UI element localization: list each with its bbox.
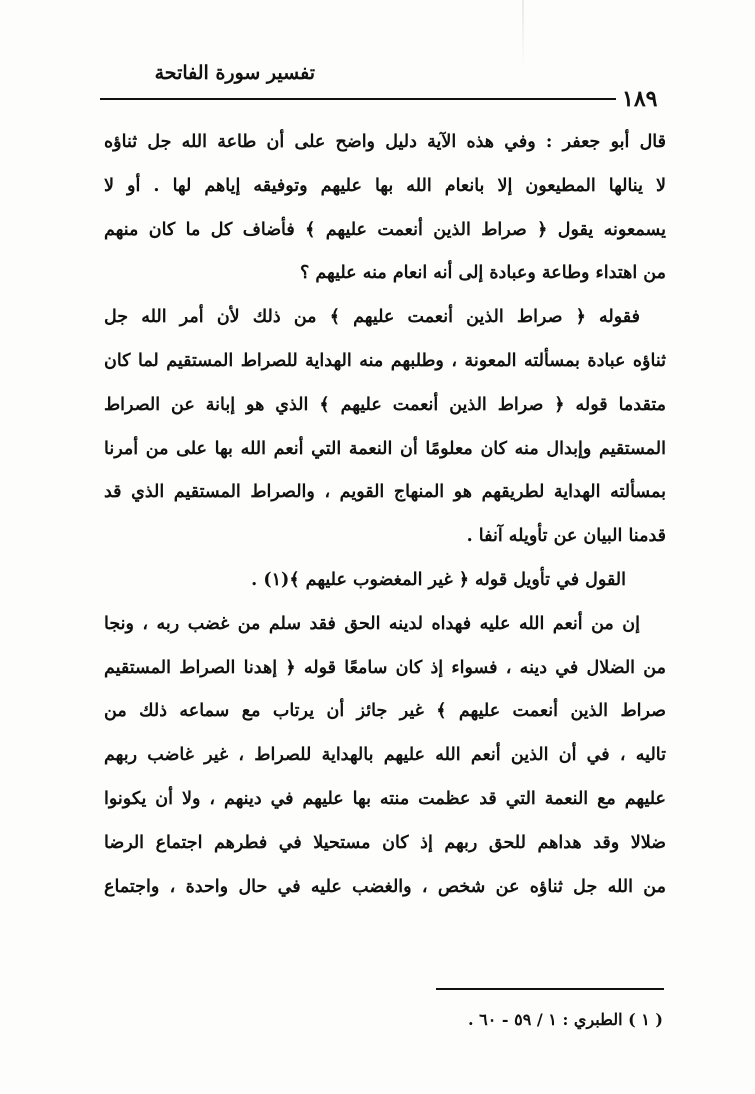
page-number: ١٨٩ — [616, 86, 663, 112]
body-line: ضلالا وقد هداهم للحق ربهم إذ كان مستحيلا في فطرهم اجتماع الرضا — [104, 832, 666, 853]
body-line: لا ينالها المطيعون إلا بانعام الله بها عليهم وتوفيقه إياهم لها . أو لا — [104, 175, 666, 196]
body-line: المستقيم وإبدال منه كان معلومًا أن النعمة التي أنعم الله بها على من أمرنا — [104, 438, 666, 459]
section-heading: القول في تأويل قوله ﴿ غير المغضوب عليهم ﴾(١) . — [251, 569, 626, 590]
body-line: بمسألته الهداية لطريقهم هو المنهاج القويم ، والصراط المستقيم الذي قد — [104, 482, 666, 503]
body-line: من اهتداء وطاعة وعبادة إلى أنه انعام منه عليهم ؟ — [300, 263, 666, 284]
footnote-rule — [436, 988, 664, 990]
page-crease — [522, 0, 524, 70]
footnote: ( ١ ) الطبري : ١ / ٥٩ - ٦٠ . — [468, 1010, 663, 1029]
body-line: متقدما قوله ﴿ صراط الذين أنعمت عليهم ﴾ الذي هو إبانة عن الصراط — [104, 394, 666, 415]
body-line: من الله جل ثناؤه عن شخص ، والغضب عليه في حال واحدة ، واجتماع — [104, 876, 666, 897]
body-line: قدمنا البيان عن تأويله آنفا . — [466, 526, 666, 547]
body-line: إن من أنعم الله عليه فهداه لدينه الحق فقد سلم من غضب ربه ، ونجا — [104, 613, 640, 634]
body-line: صراط الذين أنعمت عليهم ﴾ غير جائز أن يرتاب مع سماعه ذلك من — [104, 701, 666, 722]
running-title: تفسير سورة الفاتحة — [154, 62, 315, 84]
header-rule — [100, 98, 660, 100]
body-line: ثناؤه عبادة بمسألته المعونة ، وطلبهم منه الهداية للصراط المستقيم لما كان — [104, 350, 666, 371]
body-text — [104, 126, 666, 914]
body-line: فقوله ﴿ صراط الذين أنعمت عليهم ﴾ من ذلك لأن أمر الله جل — [104, 307, 640, 328]
body-line: تاليه ، في أن الذين أنعم الله عليهم بالهداية للصراط ، غير غاضب ربهم — [104, 745, 666, 766]
body-line: يسمعونه يقول ﴿ صراط الذين أنعمت عليهم ﴾ فأضاف كل ما كان منهم — [104, 219, 666, 240]
body-line: عليهم مع النعمة التي قد عظمت منته بها عليهم في دينهم ، ولا أن يكونوا — [104, 788, 666, 809]
body-line: من الضلال في دينه ، فسواء إذ كان سامعًا قوله ﴿ إهدنا الصراط المستقيم — [104, 657, 666, 678]
body-line: قال أبو جعفر : وفي هذه الآية دليل واضح على أن طاعة الله جل ثناؤه — [104, 132, 666, 152]
